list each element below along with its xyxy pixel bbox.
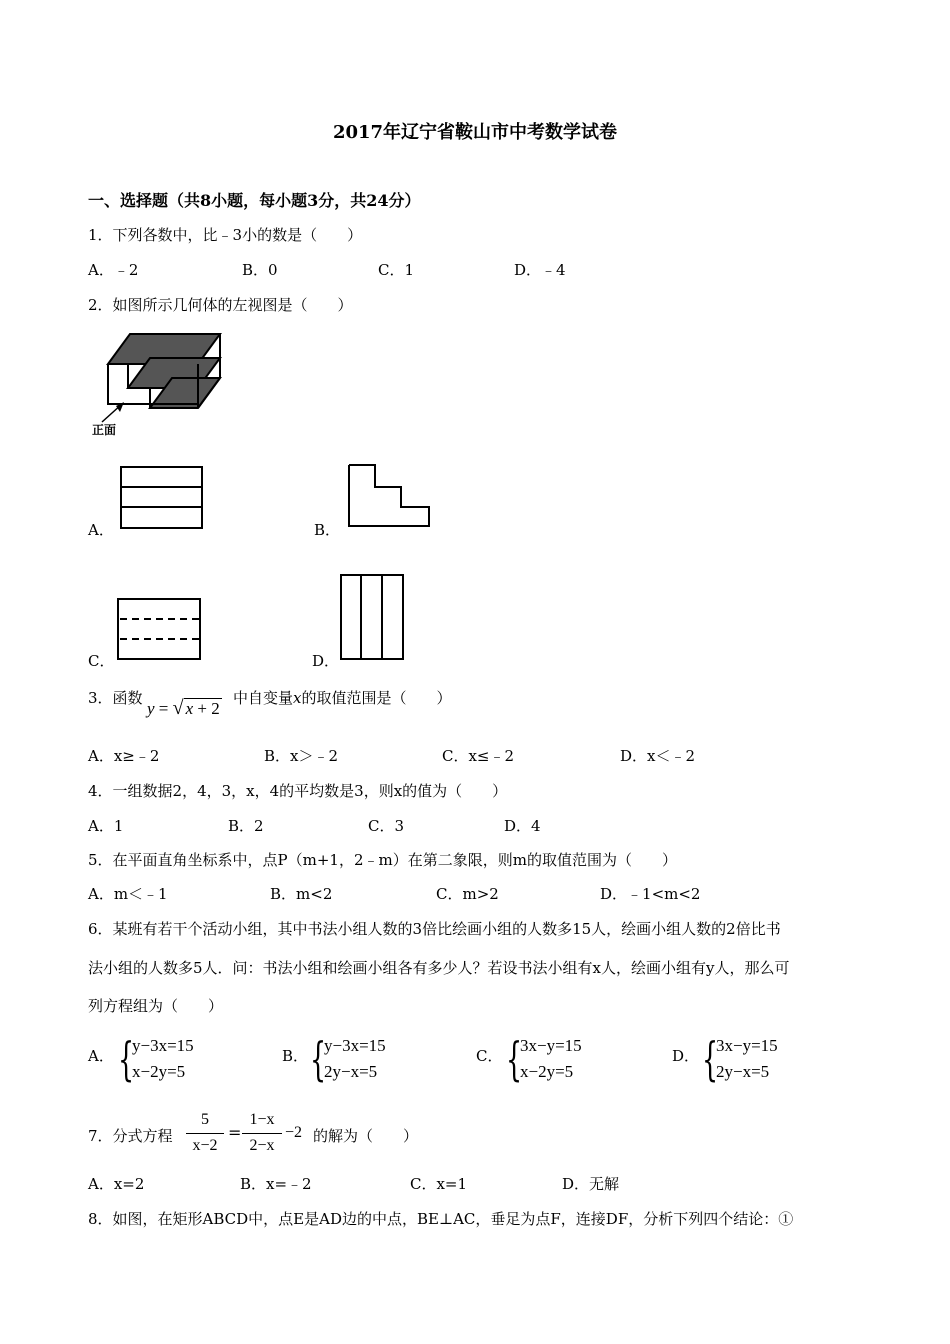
question-7-suffix: 的解为（ ）: [313, 1127, 419, 1145]
q6-option-a-system: { y−3x=15 x−2y=5: [118, 1032, 194, 1086]
q3-formula: y = √ x + 2: [147, 697, 220, 719]
q3-stem-a: 中自变量: [233, 689, 294, 707]
q3-option-c: C．x≤﹣2: [442, 747, 515, 765]
q2-option-b: B．: [314, 521, 341, 539]
q2-option-c: C．: [88, 652, 115, 670]
question-4-stem: 4．一组数据2，4，3，x，4的平均数是3，则x的值为（ ）: [88, 782, 508, 800]
q7-fraction-1-bar: [186, 1133, 224, 1134]
q3-stem-var: x: [293, 689, 302, 707]
q3-option-a: A．x≥﹣2: [88, 747, 160, 765]
page-title: 2017年辽宁省鞍山市中考数学试卷: [332, 122, 618, 143]
question-2-stem: 2．如图所示几何体的左视图是（ ）: [88, 296, 353, 314]
q4-option-c: C．3: [368, 817, 405, 835]
q5-option-c: C．m>2: [436, 885, 499, 903]
q7-option-a: A．x=2: [88, 1175, 145, 1193]
front-label: 正面: [92, 423, 117, 437]
q2-option-d-figure: [340, 574, 406, 662]
q7-equals: =: [228, 1123, 242, 1142]
q2-option-a-figure: [120, 466, 204, 530]
q6-option-d-system: { 3x−y=15 2y−x=5: [702, 1032, 778, 1086]
q7-fraction-2-denominator: 2−x: [249, 1137, 275, 1154]
question-3-stem: [233, 687, 452, 708]
q2-option-c-figure: [117, 598, 203, 662]
q7-fraction-1-denominator: x−2: [192, 1137, 218, 1154]
brace-icon: {: [506, 1032, 523, 1086]
q2-option-b-figure: [347, 463, 433, 529]
q5-option-b: B．m<2: [270, 885, 333, 903]
section-heading: 一、选择题（共8小题，每小题3分，共24分）: [88, 191, 421, 210]
q4-option-d: D．4: [504, 817, 541, 835]
question-6-line-1: 6．某班有若干个活动小组，其中书法小组人数的3倍比绘画小组的人数多15人，绘画小组人数的2倍比书: [88, 920, 781, 938]
question-1-stem: 1．下列各数中，比﹣3小的数是（ ）: [88, 226, 363, 244]
q7-fraction-2-numerator: 1−x: [249, 1111, 275, 1128]
question-8-stem: 8．如图，在矩形ABCD中，点E是AD边的中点，BE⊥AC，垂足为点F，连接DF，分析下列四个结论：①: [88, 1210, 794, 1228]
q6-option-d-label: D．: [672, 1047, 700, 1065]
q6-option-a-label: A．: [88, 1047, 114, 1065]
q7-option-c: C．x=1: [410, 1175, 468, 1193]
question-6-line-3: 列方程组为（ ）: [88, 997, 224, 1015]
q6-option-c-label: C．: [476, 1047, 503, 1065]
q2-option-d: D．: [312, 652, 340, 670]
q7-fraction-2-bar: [242, 1133, 282, 1134]
q6-option-b-label: B．: [282, 1047, 309, 1065]
q6-option-b-system: { y−3x=15 2y−x=5: [310, 1032, 386, 1086]
q3-option-b: B．x＞﹣2: [264, 747, 339, 765]
q4-option-a: A．1: [88, 817, 124, 835]
staircase-solid-figure: [88, 322, 228, 437]
brace-icon: {: [310, 1032, 327, 1086]
q6-option-c-system: { 3x−y=15 x−2y=5: [506, 1032, 582, 1086]
q7-minus-two: −2: [285, 1124, 303, 1141]
brace-icon: {: [702, 1032, 719, 1086]
question-7-prefix: 7．分式方程: [88, 1127, 173, 1145]
q3-stem-b: 的取值范围是（ ）: [301, 689, 452, 707]
question-3-prefix: 3．函数: [88, 689, 143, 707]
q2-option-a: A．: [88, 521, 114, 539]
q3-option-d: D．x＜﹣2: [620, 747, 696, 765]
q7-option-b: B．x=﹣2: [240, 1175, 312, 1193]
q4-option-b: B．2: [228, 817, 264, 835]
brace-icon: {: [118, 1032, 135, 1086]
q7-fraction-1-numerator: 5: [201, 1111, 209, 1128]
q5-option-d: D．﹣1<m<2: [600, 885, 701, 903]
question-5-stem: 5．在平面直角坐标系中，点P（m+1，2﹣m）在第二象限，则m的取值范围为（ ）: [88, 851, 677, 869]
q5-option-a: A．m＜﹣1: [88, 885, 168, 903]
q1-option-b: B．0: [242, 261, 278, 279]
q1-option-d: D．﹣4: [514, 261, 566, 279]
q1-option-c: C．1: [378, 261, 415, 279]
question-6-line-2: 法小组的人数多5人．问：书法小组和绘画小组各有多少人？若设书法小组有x人，绘画小组有y人，那么可: [88, 959, 790, 977]
q1-option-a: A．﹣2: [88, 261, 139, 279]
q7-option-d: D．无解: [562, 1175, 620, 1193]
